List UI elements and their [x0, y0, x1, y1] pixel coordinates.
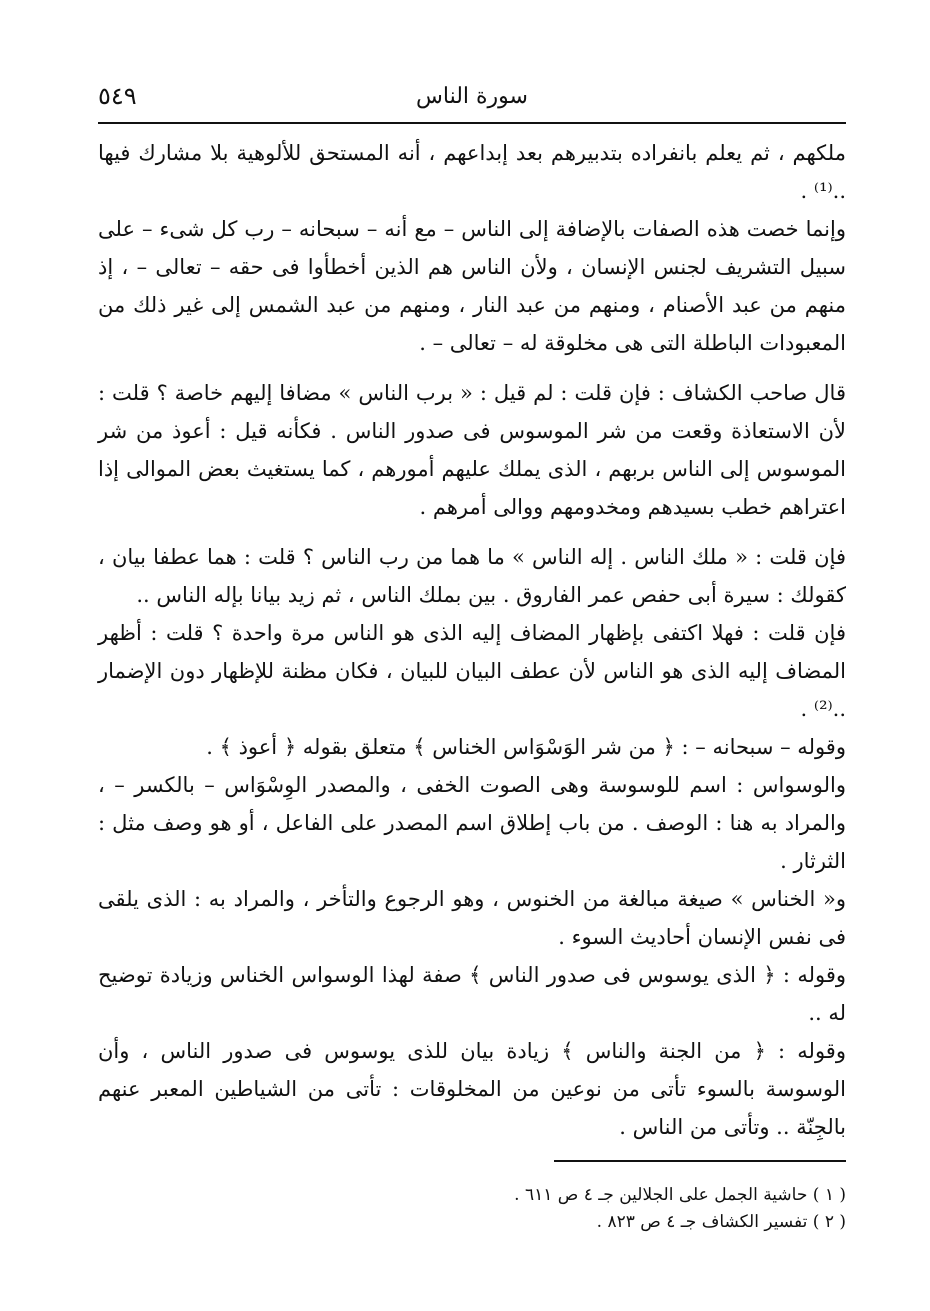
page-header	[98, 78, 846, 118]
paragraph: وإنما خصت هذه الصفات بالإضافة إلى الناس – مع أنه – سبحانه – رب كل شىء – على سبيل التشريف لجنس الإنسان ، ولأن الناس هم الذين أخطأوا فى حقه – تعالى – ، إذ منهم من عبد الأصنام ، ومنهم من عبد النار ، ومنهم من عبد الشمس إلى غير ذلك من المعبودات الباطلة التى هى مخلوقة له – تعالى – .	[98, 217, 847, 355]
paragraph: و« الخناس » صيغة مبالغة من الخنوس ، وهو الرجوع والتأخر ، والمراد به : الذى يلقى فى نفس الإنسان أحاديث السوء .	[98, 887, 846, 949]
page-number: ٥٤٩	[98, 82, 137, 110]
page-body	[98, 134, 846, 1146]
paragraph: وقوله : ﴿ الذى يوسوس فى صدور الناس ﴾ صفة لهذا الوسواس الخناس وزيادة توضيح له ..	[98, 963, 846, 1025]
paragraph: فإن قلت : « ملك الناس . إله الناس » ما هما من رب الناس ؟ قلت : هما عطفا بيان ، كقولك : سيرة أبى حفص عمر الفاروق . بين بملك الناس ، ثم زيد بيانا بإله الناس ..	[98, 545, 846, 607]
paragraph: فإن قلت : فهلا اكتفى بإظهار المضاف إليه الذى هو الناس مرة واحدة ؟ قلت : أظهر المضاف إليه الذى هو الناس لأن عطف البيان للبيان ، فكان مظنة للإظهار دون الإضمار ..⁽²⁾ .	[98, 621, 846, 721]
header-divider	[98, 122, 846, 124]
footnotes	[346, 1182, 846, 1236]
footnote-divider	[554, 1160, 846, 1162]
paragraph: والوسواس : اسم للوسوسة وهى الصوت الخفى ، والمصدر الوِسْوَاس – بالكسر – ، والمراد به هنا : الوصف . من باب إطلاق اسم المصدر على الفاعل ، أو هو وصف مثل : الثرثار .	[98, 773, 846, 873]
footnote: ( ١ ) حاشية الجمل على الجلالين جـ ٤ ص ٦١١ .	[514, 1185, 846, 1205]
surah-title: سورة الناس	[416, 84, 528, 109]
paragraph: وقوله – سبحانه – : ﴿ من شر الوَسْوَاس الخناس ﴾ متعلق بقوله ﴿ أعوذ ﴾ .	[206, 735, 846, 759]
footnote: ( ٢ ) تفسير الكشاف جـ ٤ ص ٨٢٣ .	[596, 1212, 846, 1232]
paragraph: ملكهم ، ثم يعلم بانفراده بتدبيرهم بعد إبداعهم ، أنه المستحق للألوهية بلا مشارك فيها ..⁽¹⁾ .	[98, 141, 846, 203]
paragraph: وقوله : ﴿ من الجنة والناس ﴾ زيادة بيان للذى يوسوس فى صدور الناس ، وأن الوسوسة بالسوء تأتى من نوعين من المخلوقات : تأتى من الشياطين المعبر عنهم بالجِنّة .. وتأتى من الناس .	[98, 1039, 846, 1139]
paragraph: قال صاحب الكشاف : فإن قلت : لم قيل : « برب الناس » مضافا إليهم خاصة ؟ قلت : لأن الاستعاذة وقعت من شر الموسوس فى صدور الناس . فكأنه قيل : أعوذ من شر الموسوس إلى الناس بربهم ، الذى يملك عليهم أمورهم ، كما يستغيث بعض الموالى إذا اعتراهم خطب بسيدهم ومخدومهم ووالى أمرهم .	[98, 381, 846, 519]
